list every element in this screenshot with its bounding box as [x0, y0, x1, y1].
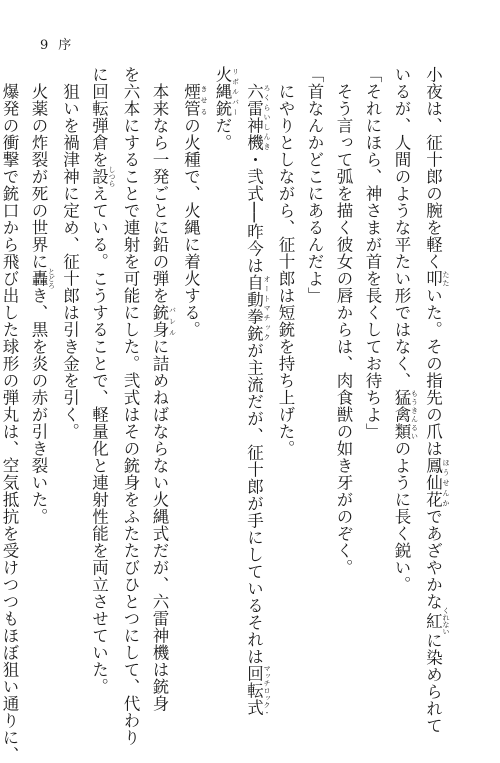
- text-segment: [182, 66, 201, 83]
- text-line: [419, 66, 451, 734]
- text-segment: に回転弾倉を: [89, 66, 109, 168]
- text-segment: だ。: [213, 117, 232, 151]
- ruby-annotated-word: 轟 とどろ: [29, 268, 56, 289]
- ruby-reading: もうきんるい: [410, 389, 419, 440]
- vertical-text-body: [0, 66, 450, 763]
- ruby-annotated-word: 火縄銃 リボルバー: [213, 66, 240, 117]
- ruby-annotated-word: 鳳仙花 ほうせんか: [423, 457, 450, 508]
- ruby-annotated-word: 六雷神機 ろくらいしんき: [244, 83, 271, 151]
- text-line: [208, 66, 240, 666]
- text-line: [0, 66, 24, 763]
- ruby-annotated-word: 設 しつら: [89, 166, 116, 187]
- text-segment: 狙いを禍津神に定め、征十郎は引き金を引く。: [60, 66, 80, 440]
- text-segment: 火薬の炸裂が死の世界に: [29, 66, 48, 270]
- text-line: [145, 66, 177, 712]
- ruby-annotated-word: 紅 くれない: [423, 607, 450, 635]
- text-segment: ・弐式──昨今は: [244, 151, 264, 274]
- text-line: [240, 66, 272, 716]
- text-segment: のように長く鋭い。: [392, 440, 411, 593]
- text-line: [177, 66, 209, 666]
- ruby-reading: きせる: [200, 83, 208, 117]
- text-segment: を六本にすることで連射を可能にした。弐式はその銃身をふたたびひとつにして、代わり: [121, 66, 140, 746]
- text-segment: が主流だが、征十郎が手にしているそれは: [244, 341, 264, 665]
- ruby-annotated-word: 銃身 バレル: [150, 304, 177, 338]
- text-segment: き、黒を炎の赤が引き裂いた。: [29, 287, 48, 525]
- text-line: [387, 66, 419, 666]
- ruby-reading: しつら: [108, 166, 116, 187]
- page-number: 9: [40, 38, 59, 53]
- text-segment: いるが、人間のような平たい形ではなく、: [392, 66, 411, 389]
- text-line: [56, 66, 85, 666]
- text-segment: 爆発の衝撃で銃口から飛び出した球形の弾丸は、空気抵抗を受けつつもほぼ狙い通りに、: [0, 66, 19, 763]
- section-title: 序: [58, 38, 82, 53]
- text-line: [85, 66, 117, 695]
- text-segment: えている。こうすることで、軽量化と連射性能を両立させていた。: [89, 185, 109, 695]
- text-segment: であざやかな: [423, 508, 443, 610]
- text-line: [358, 66, 387, 666]
- text-segment: に詰めねばならない火縄式だが、六雷神機は銃身: [150, 338, 169, 712]
- text-segment: 本来なら一発ごとに鉛の弾を: [150, 66, 169, 304]
- ruby-reading: マッチロック・: [263, 664, 271, 716]
- ruby-reading: とどろ: [47, 268, 56, 289]
- text-line: [271, 66, 300, 666]
- text-segment: 「首なんかどこにあるんだよ」: [305, 66, 324, 304]
- ruby-annotated-word: 自動拳銃 オートマチック: [244, 273, 271, 342]
- ruby-annotated-word: 煙管 きせる: [181, 83, 208, 117]
- ruby-annotated-word: 回転式 マッチロック・: [244, 664, 271, 716]
- ruby-annotated-word: 叩 たた: [423, 270, 450, 287]
- ruby-reading: ほうせんか: [442, 457, 450, 508]
- ruby-reading: リボルバー: [231, 66, 240, 117]
- text-line: [24, 66, 56, 666]
- text-segment: に染められて: [423, 632, 443, 734]
- ruby-annotated-word: 猛禽類 もうきんるい: [392, 389, 419, 440]
- page-header: [40, 34, 81, 53]
- ruby-reading: たた: [442, 270, 450, 287]
- ruby-reading: バレル: [168, 304, 177, 338]
- ruby-reading: くれない: [442, 607, 450, 635]
- text-segment: そう言って弧を描く彼女の唇からは、肉食獣の如き牙がのぞく。: [334, 66, 353, 576]
- text-segment: の火種で、火縄に着火する。: [181, 117, 201, 338]
- text-segment: 小夜は、征十郎の腕を軽く: [423, 66, 443, 270]
- text-line: [329, 66, 358, 666]
- text-line: [300, 66, 329, 666]
- ruby-reading: オートマチック: [263, 273, 271, 342]
- ruby-reading: ろくらいしんき: [263, 83, 271, 151]
- text-segment: 「それにほら、神さまが首を長くしてお待ちよ」: [363, 66, 382, 440]
- text-line: [116, 66, 145, 746]
- text-segment: いた。その指先の爪は: [423, 287, 443, 457]
- text-segment: [245, 66, 264, 83]
- text-segment: にやりとしながら、征十郎は短銃を持ち上げた。: [276, 66, 295, 457]
